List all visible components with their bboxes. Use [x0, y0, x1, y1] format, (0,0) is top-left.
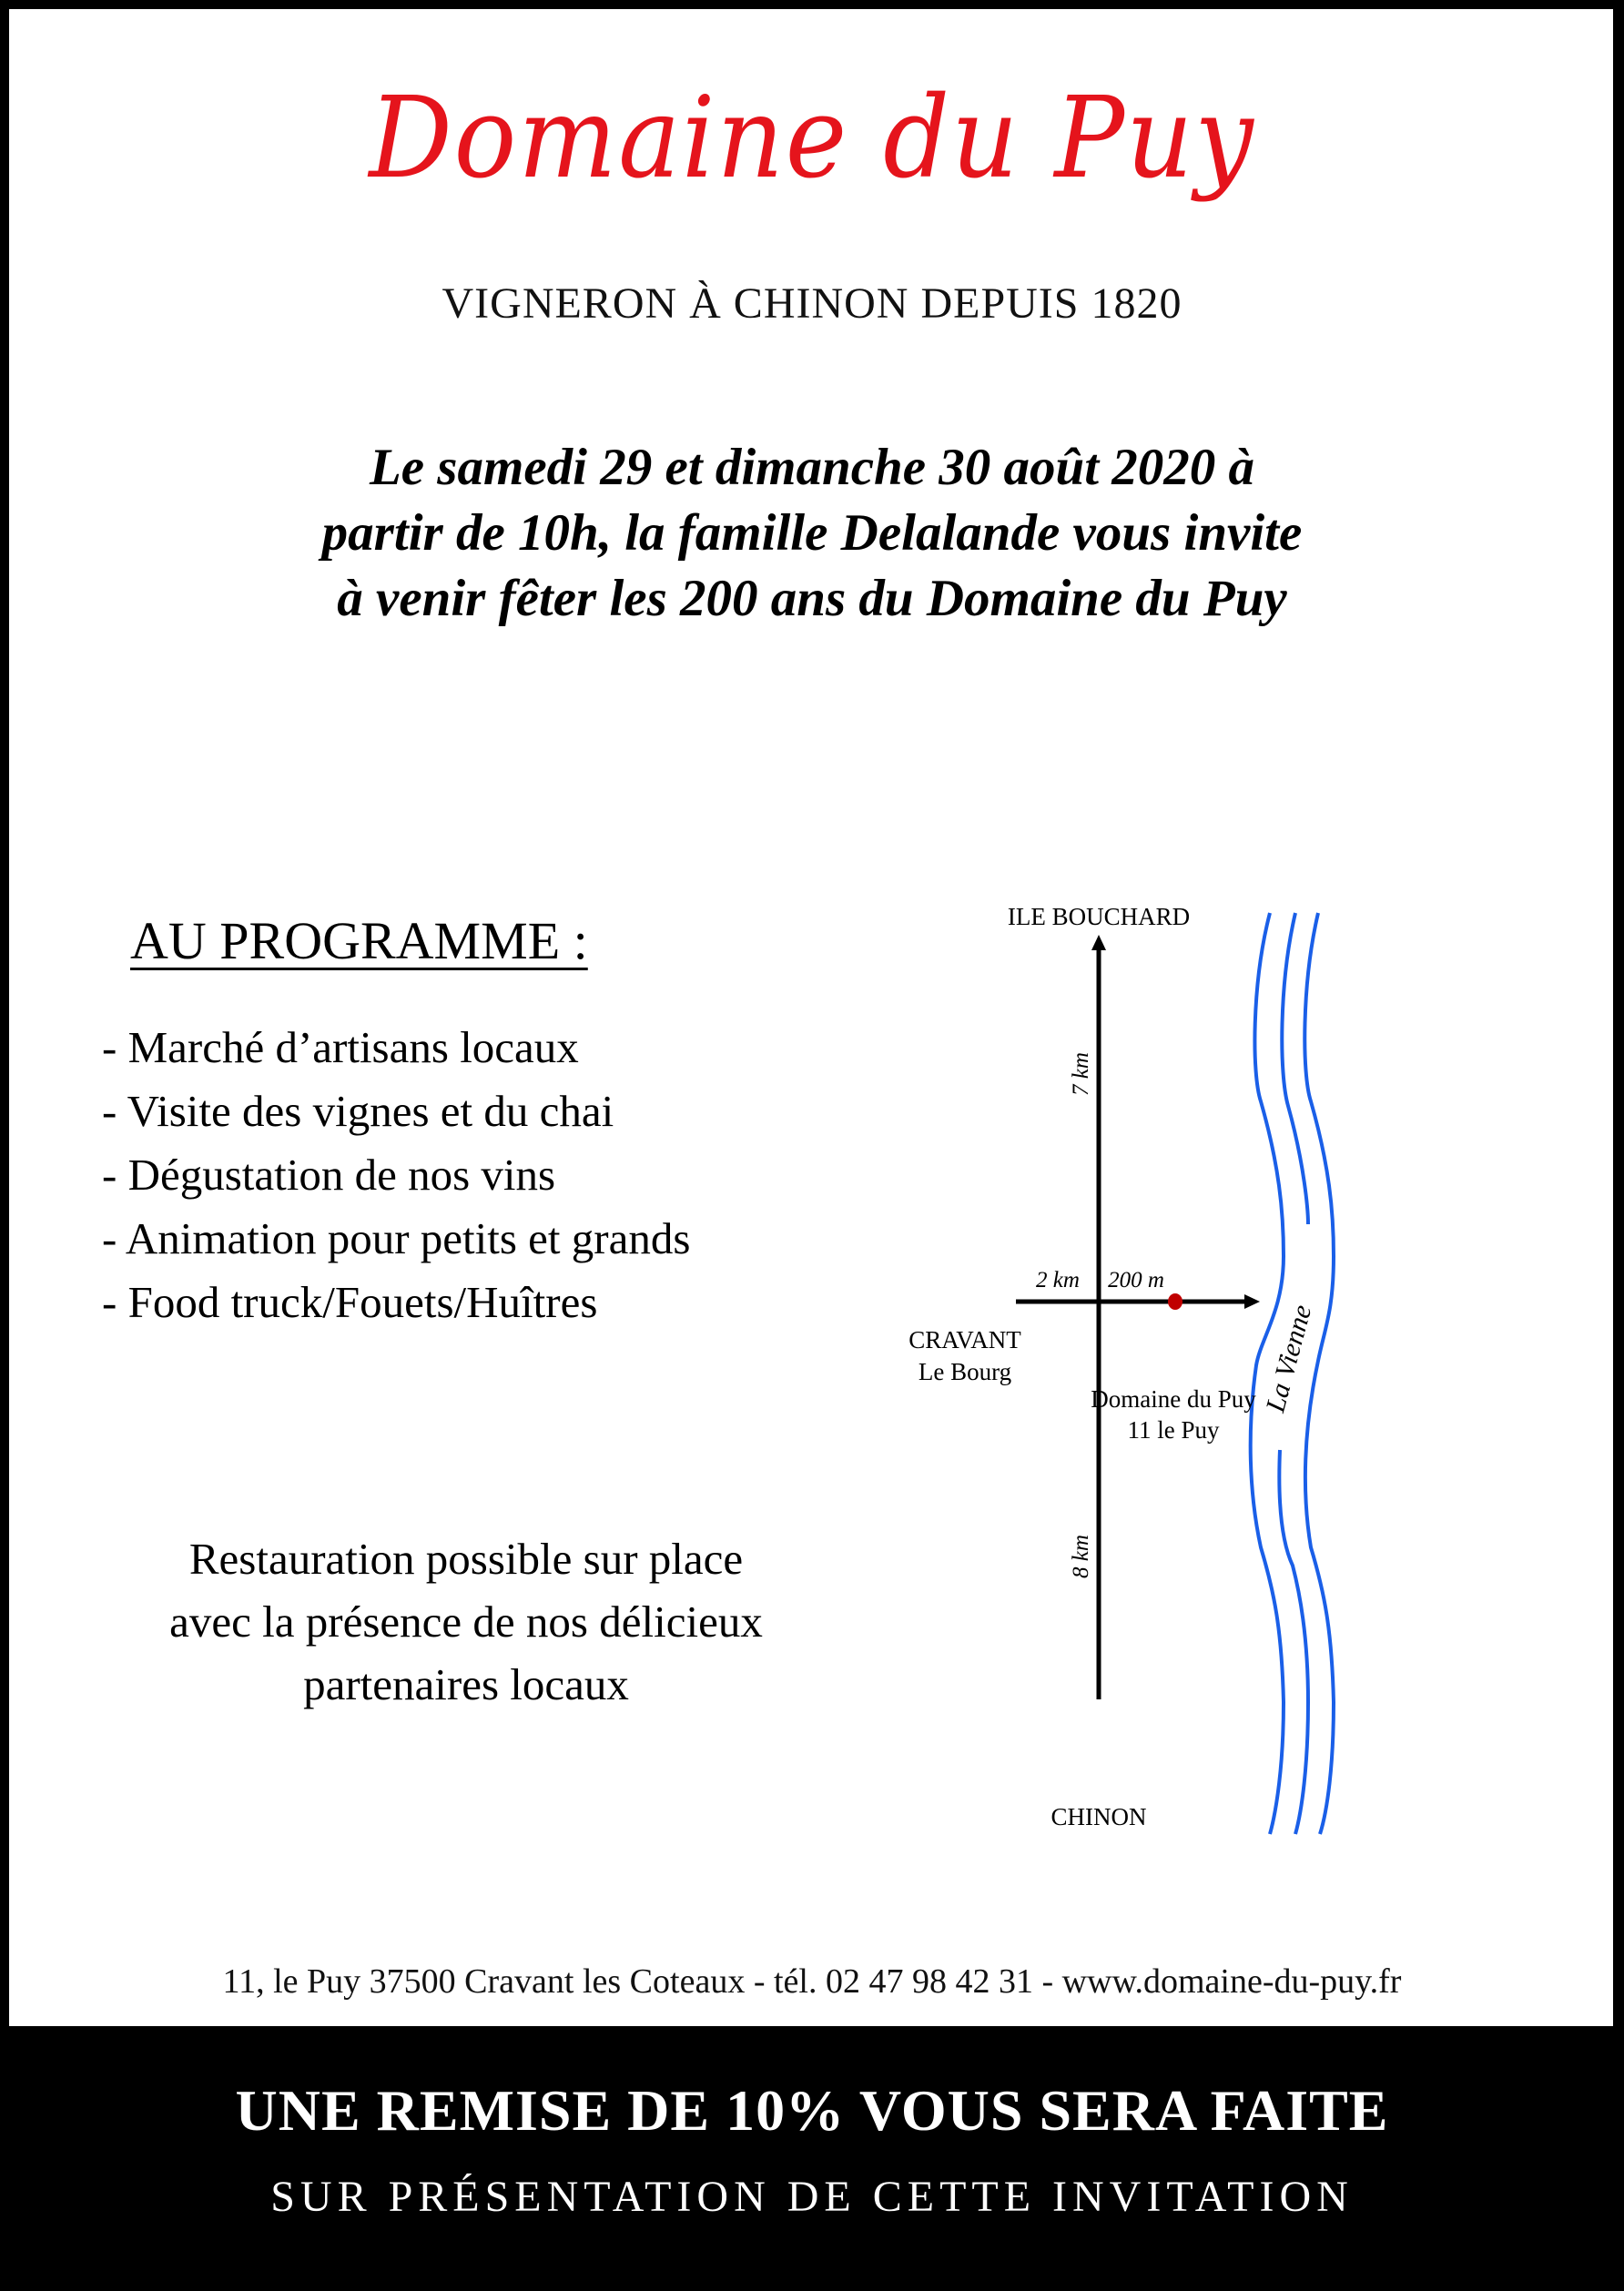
contact-footer: 11, le Puy 37500 Cravant les Coteaux - tél. 02 47 98 42 31 - www.domaine-du-puy.fr — [222, 1962, 1402, 2001]
offer-headline: UNE REMISE DE 10% VOUS SERA FAITE — [235, 2078, 1389, 2143]
river-center-line-lower — [1279, 1450, 1308, 1834]
programme-item: - Dégustation de nos vins — [102, 1150, 556, 1200]
river-label: La Vienne — [1260, 1302, 1318, 1415]
restauration-line: Restauration possible sur place — [188, 1534, 744, 1584]
east-distance: 200 m — [1108, 1268, 1164, 1292]
west-label-bourg: Le Bourg — [918, 1358, 1012, 1385]
west-distance: 2 km — [1036, 1268, 1080, 1292]
invitation-line: à venir fêter les 200 ans du Domaine du Puy — [337, 570, 1287, 627]
offer-subline: SUR PRÉSENTATION DE CETTE INVITATION — [270, 2173, 1354, 2221]
west-label-cravant: CRAVANT — [908, 1326, 1021, 1353]
restauration-line: partenaires locaux — [303, 1659, 629, 1709]
brand-title: Domaine du Puy — [369, 73, 1255, 204]
programme-title: AU PROGRAMME : — [130, 911, 588, 970]
programme-item: - Food truck/Fouets/Huîtres — [102, 1277, 598, 1327]
south-label: CHINON — [1051, 1803, 1147, 1830]
restauration-line: avec la présence de nos délicieux — [169, 1597, 763, 1647]
offer-band — [0, 2026, 1624, 2291]
programme-item: - Marché d’artisans locaux — [102, 1022, 579, 1072]
arrow-north-icon — [1091, 935, 1106, 950]
north-distance: 7 km — [1069, 1052, 1093, 1096]
south-distance: 8 km — [1069, 1535, 1093, 1578]
destination-name: Domaine du Puy — [1091, 1385, 1256, 1413]
north-label: ILE BOUCHARD — [1007, 903, 1191, 930]
programme-item: - Animation pour petits et grands — [102, 1213, 691, 1263]
domaine-marker-icon — [1168, 1293, 1182, 1310]
tagline: VIGNERON À CHINON DEPUIS 1820 — [442, 279, 1182, 328]
invitation-line: Le samedi 29 et dimanche 30 août 2020 à — [369, 439, 1255, 496]
invitation-line: partir de 10h, la famille Delalande vous invite — [321, 504, 1303, 562]
arrow-east-icon — [1244, 1294, 1260, 1309]
programme-item: - Visite des vignes et du chai — [102, 1086, 614, 1136]
destination-address: 11 le Puy — [1127, 1416, 1220, 1444]
